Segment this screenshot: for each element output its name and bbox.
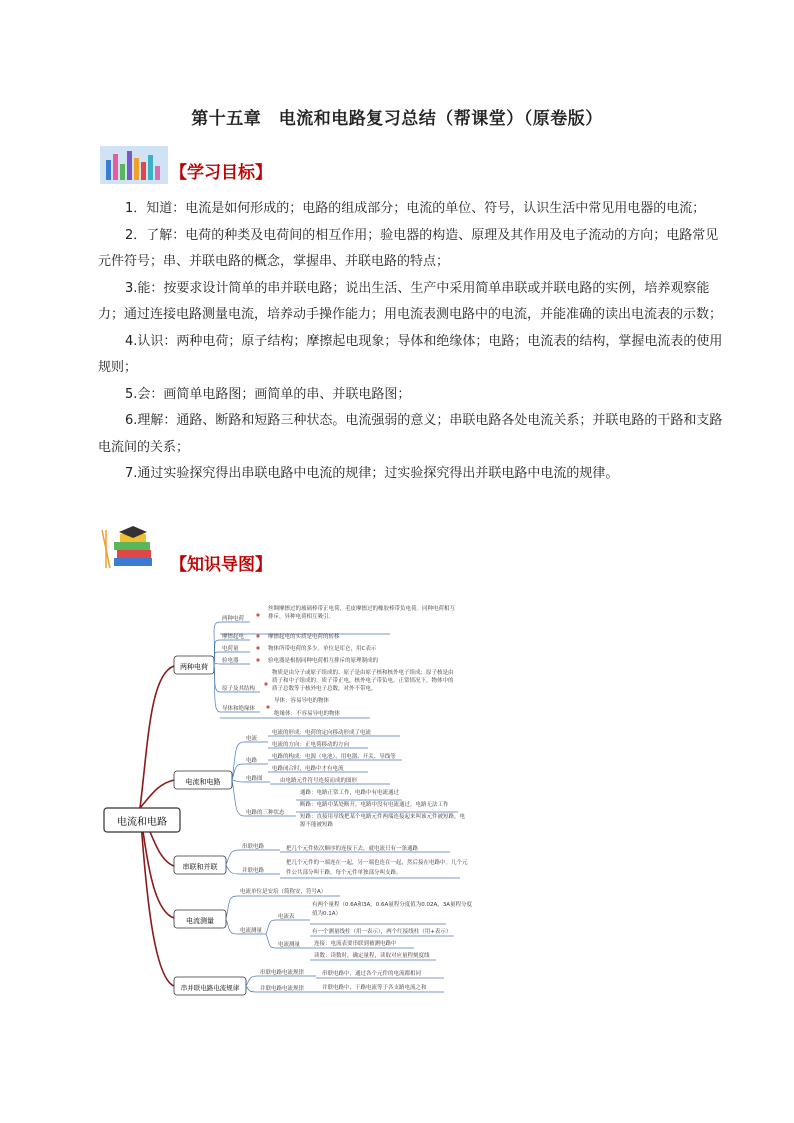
goal-item: 2．了解：电荷的种类及电荷间的相互作用；验电器的构造、原理及其作用及电子流动的方向；电路常见元件符号；串、并联电路的概念，掌握串、并联电路的特点；: [98, 227, 719, 269]
mindmap-b5-text: [260, 968, 427, 992]
mindmap-desc: 物质是由分子或原子组成的。原子是由原子核和核外电子组成；原子核是由: [272, 670, 454, 676]
mindmap-desc: 把几个元件依次顺序的连接下去，就电流只有一条通路: [286, 846, 419, 852]
mindmap-key: 两种电荷: [222, 616, 245, 622]
mindmap-key: 电路图: [246, 776, 263, 782]
mindmap-desc: 短路：直接用导线把某个电路元件两端连接起来叫该元件被短路。电: [300, 814, 466, 820]
mindmap-desc: 有两个量程（0.6A和3A，0.6A量程分度值为0.02A，3A量程分度: [312, 902, 473, 908]
mindmap-desc: 电流的方向：正电荷移动的方向: [272, 742, 350, 748]
mindmap-key: 并联电路电流规律: [260, 986, 305, 992]
mindmap-desc: 绝缘体：不容易导电的物体: [274, 711, 341, 717]
mindmap-desc: 读数：读数时，确定量程，读取对应量程刻度线: [314, 953, 430, 959]
mindmap-key: 电路的三种状态: [246, 810, 285, 816]
mindmap-desc: 导体：容易导电的物体: [274, 698, 330, 704]
mindmap-branch-label: 电流测量: [186, 917, 214, 925]
learning-goals: [98, 196, 723, 488]
mindmap-desc: 排斥，异种电荷相互吸引。: [268, 614, 335, 620]
goal-item: 3.能：按要求设计简单的串并联电路；说出生活、生产中采用简单串联或并联电路的实例，培养观察能力；通过连接电路测量电流，培养动手操作能力；用电流表测电路中的电流，并能准确的读出电流表的示数；: [98, 280, 723, 322]
goal-item: 7.通过实验探究得出串联电路中电流的规律；过实验探究得出并联电路中电流的规律。: [125, 466, 619, 481]
mindmap-key: 电荷量: [222, 646, 239, 652]
mindmap-desc: 断路：电路中某处断开，电路中没有电流通过，电路无法工作: [300, 802, 449, 808]
mindmap-desc: 把几个元件的一端连在一起，另一端也连在一起，然后接在电路中。几个元: [286, 860, 468, 866]
goal-item: 1．知道：电流是如何形成的；电路的组成部分；电流的单位、符号，认识生活中常见用电器的电流；: [125, 201, 706, 216]
mindmap-desc: 通路：电路正常工作，电路中有电流通过: [300, 790, 400, 796]
mindmap-desc: 质子总数等于核外电子总数，对外不带电。: [272, 686, 377, 692]
section-map-title: 【知识导图】: [170, 555, 272, 575]
mindmap-key: 串联电路电流规律: [260, 970, 305, 976]
mindmap-desc: 值为0.1A）: [312, 911, 342, 917]
mindmap-b3-text: [242, 842, 468, 876]
mindmap-desc: 由电路元件符号连接而成的图形: [280, 778, 358, 784]
mindmap-branch-label: 串并联电路电流规律: [180, 984, 240, 992]
books-banner-icon: [100, 146, 168, 184]
mindmap-desc: 质子和中子组成的。质子带正电，核外电子带负电。正常情况下，物体中的: [272, 678, 454, 684]
mindmap-desc: 摩擦起电的实质是电荷的转移: [268, 634, 340, 640]
mindmap-desc: 有一个测量线柱（用一表示），两个红接线柱（用+表示）: [312, 929, 452, 935]
goal-item: 5.会：画简单电路图；画简单的串、并联电路图；: [125, 386, 411, 402]
section-goals-title: 【学习目标】: [170, 163, 272, 183]
mindmap-desc: 连接：电流表要串联到被测电路中: [314, 941, 397, 947]
mindmap-key: 电流: [246, 736, 258, 742]
mindmap-key: 电流表: [278, 914, 295, 920]
knowledge-mindmap: [100, 594, 520, 1004]
mindmap-desc: 串联电路中，通过各个元件的电流都相同: [322, 971, 422, 977]
mindmap-key: 摩擦起电: [222, 634, 245, 640]
mindmap-desc: 丝绸摩擦过的玻璃棒带正电荷，毛皮摩擦过的橡胶棒带负电荷。同种电荷相互: [268, 606, 456, 612]
mindmap-key: 电路: [246, 758, 258, 764]
goal-item: 6.理解：通路、断路和短路三种状态。电流强弱的意义；串联电路各处电流关系；并联电路的干路和支路电流间的关系；: [98, 413, 723, 455]
mindmap-key: 导体和绝缘体: [222, 706, 256, 712]
mindmap-desc: 电流的形成：电荷的定向移动形成了电流: [272, 730, 372, 736]
mindmap-key: 电流测量: [278, 942, 301, 948]
page-title: 第十五章 电流和电路复习总结（帮课堂）（原卷版）: [191, 109, 603, 129]
mindmap-key: 验电器: [222, 658, 239, 664]
mindmap-branch-label: 电流和电路: [185, 778, 221, 786]
mindmap-desc: 源不能被短路: [300, 822, 334, 828]
mindmap-desc: 验电器是根据同种电荷相互排斥的原理制成的: [268, 658, 379, 664]
mindmap-key: 并联电路: [242, 868, 265, 874]
mindmap-branch-label: 串联和并联: [182, 863, 218, 871]
mindmap-desc: 电路闭合时，电路中才有电流: [272, 766, 344, 772]
mindmap-desc: 物体所带电荷的多少。单位是库仑，用C表示: [268, 646, 377, 652]
mindmap-desc: 电流单位是安培（简称安，符号A）: [240, 889, 327, 895]
mindmap-key: 原子及其结构: [222, 686, 256, 692]
mindmap-desc: 并联电路中，干路电流等于各支路电流之和: [322, 985, 427, 991]
mindmap-root-label: 电流和电路: [117, 817, 167, 828]
mindmap-desc: 件公共部分叫干路，每个元件单独部分叫支路。: [286, 870, 402, 876]
book-stack-icon: [100, 526, 168, 572]
mindmap-key: 电流测量: [240, 928, 263, 934]
mindmap-desc: 电路的构成：电源（电池）、用电器、开关、导线等: [272, 754, 396, 760]
mindmap-b2-text: [246, 728, 466, 828]
mindmap-branch-label: 两种电荷: [180, 663, 208, 671]
goal-item: 4.认识：两种电荷；原子结构；摩擦起电现象；导体和绝缘体；电路；电流表的结构，掌握电流表的使用规则；: [98, 333, 723, 375]
mindmap-key: 串联电路: [242, 844, 265, 850]
